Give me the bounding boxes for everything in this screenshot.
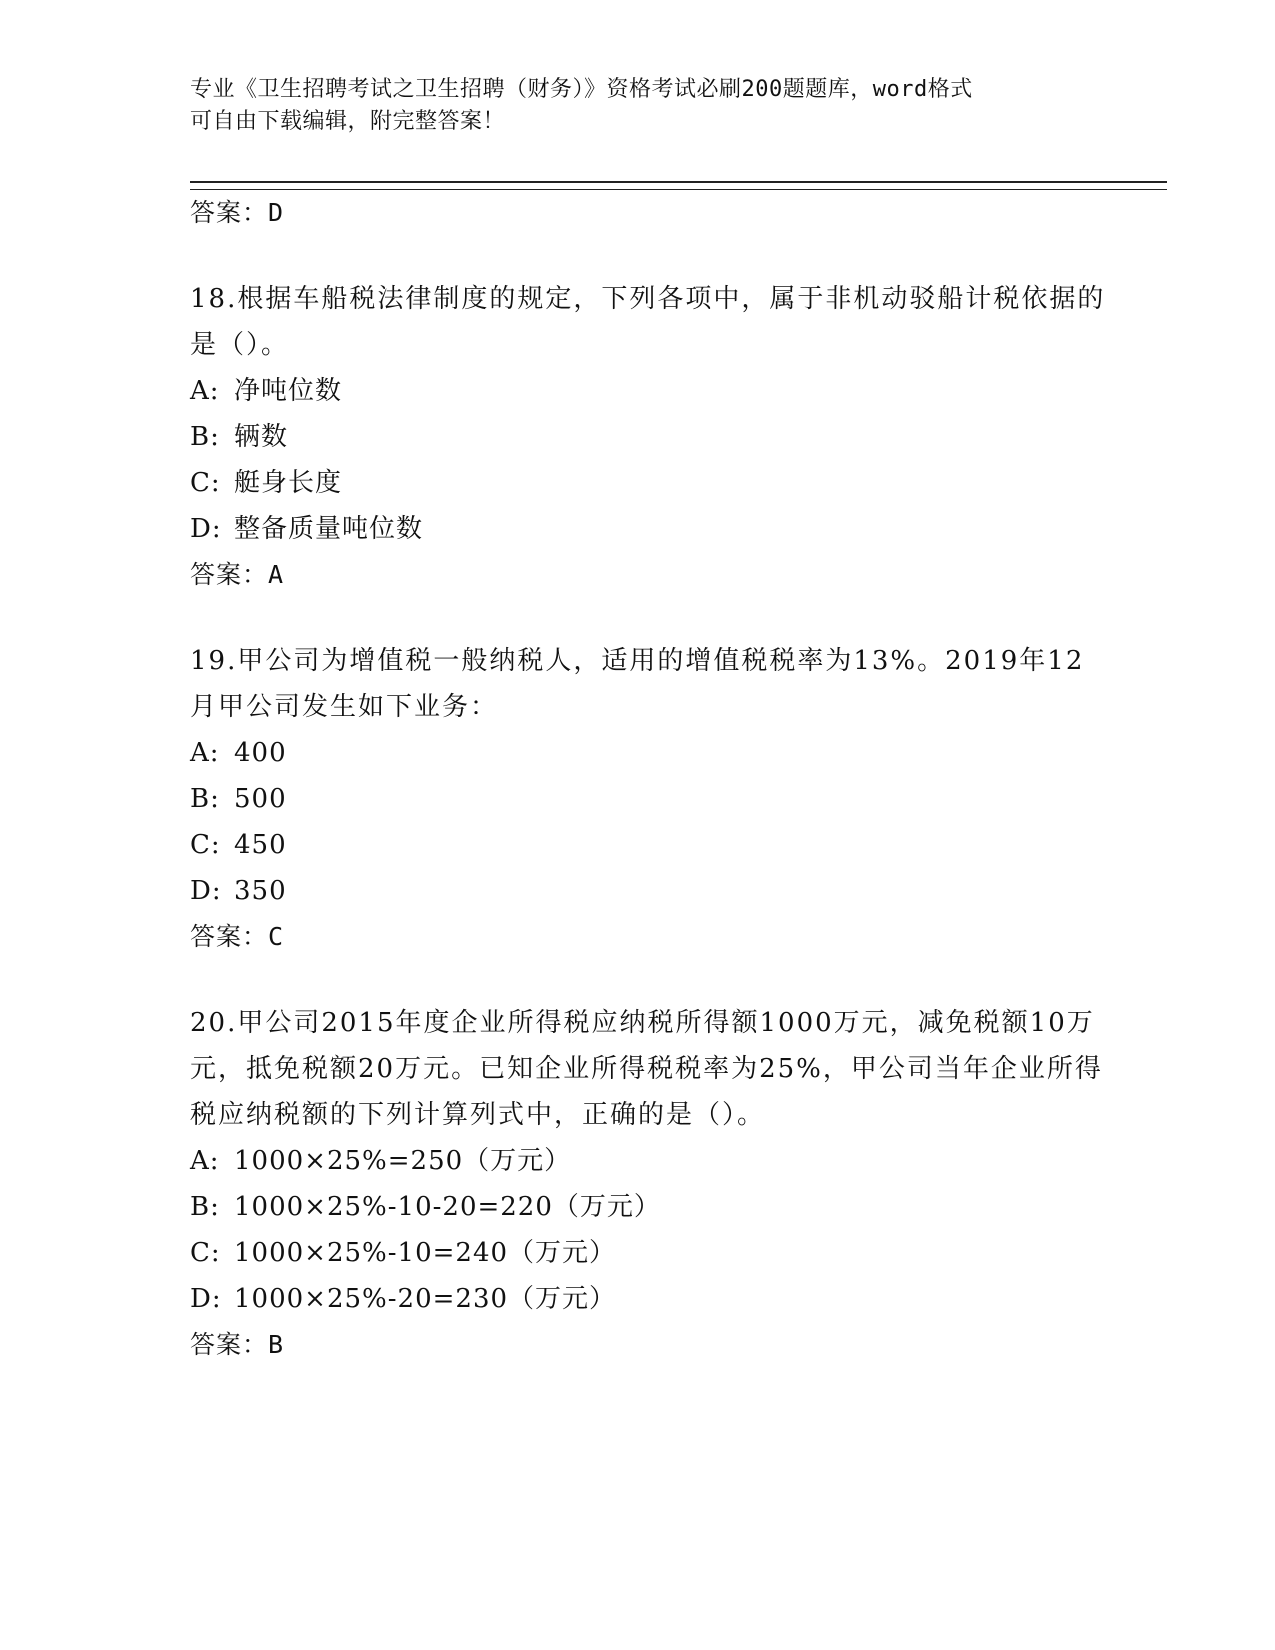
header-line-1: 专业《卫生招聘考试之卫生招聘（财务）》资格考试必刷200题题库，word格式: [190, 77, 973, 102]
option-text: 450: [234, 830, 287, 860]
header-divider: [190, 181, 1167, 190]
option-key: B:: [190, 784, 220, 814]
answer-label: 答案：: [190, 1330, 269, 1359]
option-c: [190, 460, 1110, 506]
answer-value: D: [268, 198, 285, 227]
answer-value: B: [268, 1330, 285, 1359]
answer-label: 答案：: [190, 560, 269, 589]
option-key: C:: [190, 468, 221, 498]
option-b: [190, 776, 1110, 822]
option-b: [190, 1184, 1110, 1230]
question-18: [190, 276, 1110, 598]
option-text: 1000×25%-20=230（万元）: [234, 1284, 617, 1314]
option-key: A:: [190, 376, 220, 406]
option-text: 辆数: [234, 422, 289, 452]
option-key: A:: [190, 1146, 220, 1176]
answer-label: 答案：: [190, 198, 269, 227]
question-20: [190, 1000, 1110, 1368]
option-a: [190, 730, 1110, 776]
answer: [190, 552, 1110, 598]
option-text: 净吨位数: [234, 376, 343, 406]
question-list: [190, 190, 1110, 1368]
option-text: 整备质量吨位数: [234, 514, 424, 544]
option-key: B:: [190, 1192, 220, 1222]
option-key: C:: [190, 1238, 221, 1268]
option-key: A:: [190, 738, 220, 768]
option-text: 1000×25%-10-20=220（万元）: [234, 1192, 661, 1222]
previous-answer: [190, 190, 1110, 236]
question-19: [190, 638, 1110, 960]
option-text: 400: [234, 738, 287, 768]
option-d: [190, 1276, 1110, 1322]
answer-value: A: [268, 560, 285, 589]
option-text: 500: [234, 784, 287, 814]
option-text: 1000×25%=250（万元）: [234, 1146, 572, 1176]
option-key: D:: [190, 876, 222, 906]
answer: [190, 1322, 1110, 1368]
option-d: [190, 868, 1110, 914]
question-text: 19.甲公司为增值税一般纳税人，适用的增值税税率为13%。2019年12月甲公司发生如下业务：: [190, 646, 1085, 722]
option-key: B:: [190, 422, 220, 452]
answer-value: C: [268, 922, 285, 951]
page-header: [190, 74, 1090, 138]
header-line-2: 可自由下载编辑，附完整答案！: [190, 109, 506, 134]
option-b: [190, 414, 1110, 460]
option-key: D:: [190, 514, 222, 544]
option-c: [190, 1230, 1110, 1276]
option-key: D:: [190, 1284, 222, 1314]
option-text: 350: [234, 876, 287, 906]
question-text: 18.根据车船税法律制度的规定，下列各项中，属于非机动驳船计税依据的是（）。: [190, 284, 1106, 360]
option-c: [190, 822, 1110, 868]
option-a: [190, 368, 1110, 414]
option-text: 艇身长度: [234, 468, 343, 498]
option-key: C:: [190, 830, 221, 860]
question-text: 20.甲公司2015年度企业所得税应纳税所得额1000万元，减免税额10万元，抵免税额20万元。已知企业所得税税率为25%，甲公司当年企业所得税应纳税额的下列计算列式中，正确的是（）。: [190, 1008, 1103, 1130]
answer-label: 答案：: [190, 922, 269, 951]
answer: [190, 914, 1110, 960]
option-d: [190, 506, 1110, 552]
option-text: 1000×25%-10=240（万元）: [234, 1238, 617, 1268]
option-a: [190, 1138, 1110, 1184]
